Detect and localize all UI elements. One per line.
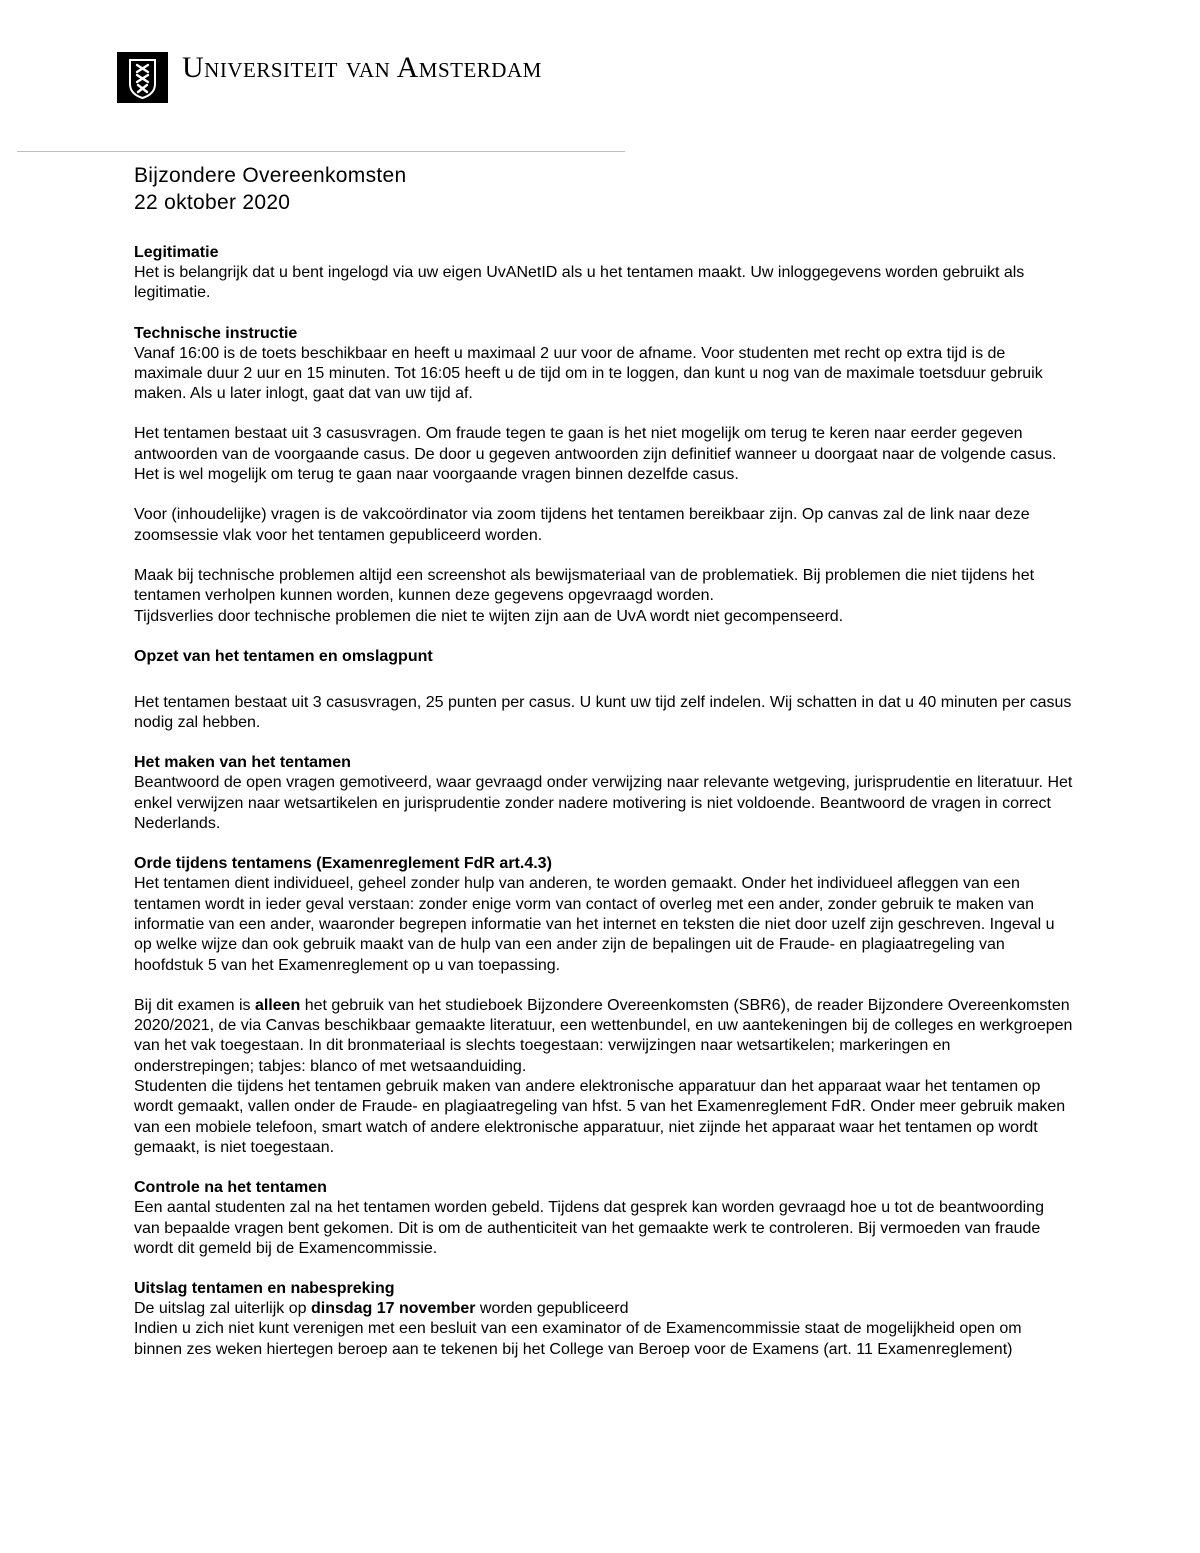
text-uitslag-1: [134, 1299, 1074, 1319]
heading-maken: Het maken van het tentamen: [134, 754, 351, 772]
university-name: [182, 50, 542, 86]
heading-legitimatie: Legitimatie: [134, 244, 219, 261]
text-opzet: Het tentamen bestaat uit 3 casusvragen, 25 punten per casus. U kunt uw tijd zelf indelen. Wij schatten in dat u 40 minuten per casus nodig zal hebben.: [134, 693, 1072, 732]
heading-opzet: Opzet van het tentamen en omslagpunt: [134, 647, 433, 665]
section-controle: [134, 1178, 1074, 1259]
text-orde-2-bold: alleen: [254, 996, 301, 1014]
document-body: [134, 162, 1074, 1360]
text-uitslag-1-pre: De uitslag zal uiterlijk op: [134, 1300, 311, 1318]
uva-crest-icon: [117, 52, 168, 103]
title-date: 22 oktober 2020: [134, 191, 291, 214]
section-maken: [134, 753, 1074, 834]
heading-technisch: Technische instructie: [134, 324, 298, 342]
text-orde-2: [134, 996, 1074, 1077]
text-orde-2-post: het gebruik van het studieboek Bijzondere Overeenkomsten (SBR6), de reader Bijzondere Overeenkomsten 2020/2021, de via Canvas beschikbaar gemaakte literatuur, een wettenbundel, en uw aantekeningen bij de colleges en werkgroepen van het vak toegestaan. In dit bronmateriaal is slechts toegestaan: verwijzingen naar wetsartikelen; markeringen en onderstrepingen; tabjes: blanco of met wetsaanduiding.: [134, 996, 1073, 1075]
title-course: Bijzondere Overeenkomsten: [134, 164, 407, 187]
section-orde: [134, 854, 1074, 1158]
text-orde-1: Het tentamen dient individueel, geheel zonder hulp van anderen, te worden gemaakt. Onder het individueel afleggen van een tentamen wordt in ieder geval verstaan: zonder enige vorm van contact of overleg met een ander, zonder gebruik te maken van informatie van een ander, waaronder begrepen informatie van het internet en teksten die niet door uzelf zijn geschreven. Ingeval u op welke wijze dan ook gebruik maakt van de hulp van een ander zijn de bepalingen uit de Fraude- en plagiaatregeling van hoofdstuk 5 van het Examenreglement op u van toepassing.: [134, 875, 1055, 974]
text-orde-2-pre: Bij dit examen is: [134, 996, 255, 1014]
section-uitslag: [134, 1279, 1074, 1360]
text-orde-3: Studenten die tijdens het tentamen gebruik maken van andere elektronische apparatuur dan het apparaat waar het tentamen op wordt gemaakt, vallen onder de Fraude- en plagiaatregeling van hfst. 5 van het Examenreglement FdR. Onder meer gebruik maken van een mobiele telefoon, smart watch of andere elektronische apparatuur, niet zijnde het apparaat waar het tentamen op wordt gemaakt, is niet toegestaan.: [134, 1078, 1066, 1156]
text-technisch-4b: Tijdsverlies door technische problemen die niet te wijten zijn aan de UvA wordt niet gecompenseerd.: [134, 607, 844, 625]
text-maken: Beantwoord de open vragen gemotiveerd, waar gevraagd onder verwijzing naar relevante wetgeving, jurisprudentie en literatuur. Het enkel verwijzen naar wetsartikelen en jurisprudentie zonder nadere motivering is niet voldoende. Beantwoord de vragen in correct Nederlands.: [134, 774, 1073, 833]
heading-orde: Orde tijdens tentamens (Examenreglement FdR art.4.3): [134, 855, 552, 873]
text-technisch-1: Vanaf 16:00 is de toets beschikbaar en heeft u maximaal 2 uur voor de afname. Voor studenten met recht op extra tijd is de maximale duur 2 uur en 15 minuten. Tot 16:05 heeft u de tijd om in te loggen, dan kunt u nog van de maximale toetsduur gebruik maken. Als u later inlogt, gaat dat van uw tijd af.: [134, 344, 1043, 403]
section-legitimatie: [134, 243, 1074, 304]
section-technisch: [134, 324, 1074, 627]
document-title: [134, 162, 1074, 216]
heading-controle: Controle na het tentamen: [134, 1179, 327, 1197]
text-technisch-2: Het tentamen bestaat uit 3 casusvragen. Om fraude tegen te gaan is het niet mogelijk om terug te keren naar eerder gegeven antwoorden van de voorgaande casus. De door u gegeven antwoorden zijn definitief wanneer u doorgaat naar de volgende casus. Het is wel mogelijk om terug te gaan naar voorgaande vragen binnen dezelfde casus.: [134, 425, 1057, 484]
text-technisch-3: Voor (inhoudelijke) vragen is de vakcoördinator via zoom tijdens het tentamen bereikbaar zijn. Op canvas zal de link naar deze zoomsessie vlak voor het tentamen gepubliceerd worden.: [134, 506, 1030, 544]
heading-uitslag: Uitslag tentamen en nabespreking: [134, 1280, 395, 1298]
text-uitslag-1-post: worden gepubliceerd: [475, 1300, 629, 1318]
header-divider: [17, 151, 625, 152]
section-opzet: [134, 647, 1074, 734]
text-uitslag-1-bold: dinsdag 17 november: [310, 1300, 476, 1318]
text-uitslag-2: Indien u zich niet kunt verenigen met een besluit van een examinator of de Examencommissie staat de mogelijkheid open om binnen zes weken hiertegen beroep aan te tekenen bij het College van Beroep voor de Examens (art. 11 Examenreglement): [134, 1320, 1022, 1358]
text-controle: Een aantal studenten zal na het tentamen worden gebeld. Tijdens dat gesprek kan worden gevraagd hoe u tot de beantwoording van bepaalde vragen bent gekomen. Dit is om de authenticiteit van het gemaakte werk te controleren. Bij vermoeden van fraude wordt dit gemeld bij de Examencommissie.: [134, 1199, 1044, 1257]
university-name-text: Universiteit van Amsterdam: [182, 51, 542, 84]
text-legitimatie: Het is belangrijk dat u bent ingelogd via uw eigen UvANetID als u het tentamen maakt. Uw inloggegevens worden gebruikt als legitimatie.: [134, 264, 1025, 302]
university-logo: [117, 52, 168, 103]
text-technisch-4a: Maak bij technische problemen altijd een screenshot als bewijsmateriaal van de problematiek. Bij problemen die niet tijdens het tentamen verholpen kunnen worden, kunnen deze gegevens opgevraagd worden.: [134, 566, 1035, 605]
